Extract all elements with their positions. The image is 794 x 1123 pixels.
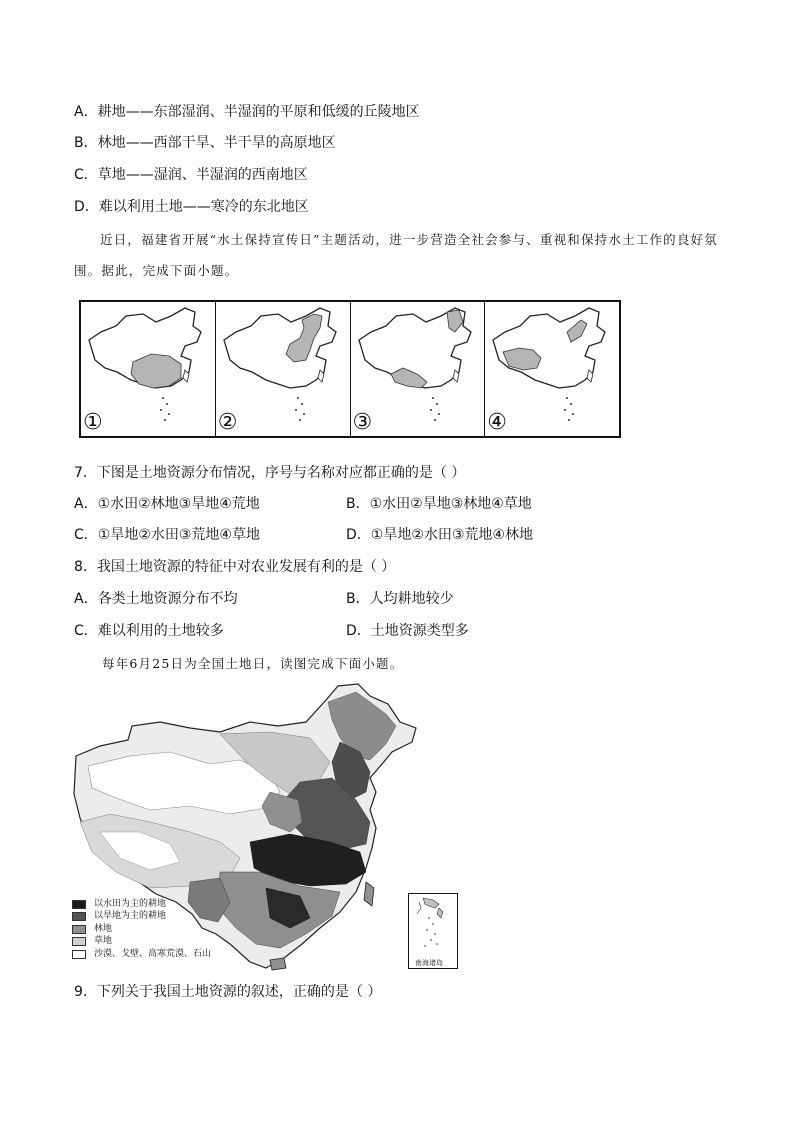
legend-item-paddy (72, 898, 211, 911)
legend-swatch-grassland (72, 937, 86, 946)
q8-option-c: C．难以利用的土地较多 (74, 623, 224, 639)
q8-stem: 8．我国土地资源的特征中对农业发展有利的是（ ） (74, 559, 396, 575)
legend-item-grassland (72, 936, 211, 949)
legend-swatch-paddy (72, 900, 86, 909)
q6-option-d: D．难以利用土地——寒冷的东北地区 (74, 199, 309, 215)
inset-label: 南海诸岛 (415, 959, 443, 967)
legend-label-grassland: 草地 (94, 936, 113, 947)
intro-paragraph-line-2: 围。据此，完成下面小题。 (74, 263, 239, 278)
map-panel-2 (216, 302, 351, 436)
q7-option-c: C．①旱地②水田③荒地④草地 (74, 527, 260, 543)
map-panel-3 (351, 302, 486, 436)
q7-option-a: A．①水田②林地③旱地④荒地 (74, 496, 260, 512)
map-panel-1 (81, 302, 216, 436)
intro-paragraph-line-1: 近日，福建省开展“水土保持宣传日”主题活动，进一步营造全社会参与、重视和保持水土工作的良好氛 (100, 232, 718, 247)
legend-label-dryland: 以旱地为主的耕地 (94, 911, 167, 922)
legend-swatch-forest (72, 925, 86, 934)
q7-stem: 7．下图是土地资源分布情况，序号与名称对应都正确的是（ ） (74, 465, 466, 481)
map-number-1: ① (83, 410, 103, 435)
legend-swatch-desert (72, 950, 86, 959)
legend-item-dryland (72, 911, 211, 924)
q6-option-a: A．耕地——东部湿润、半湿润的平原和低缓的丘陵地区 (74, 104, 420, 120)
q7-option-b: B．①水田②旱地③林地④草地 (346, 496, 532, 512)
intro-paragraph-2: 每年6月25日为全国土地日，读图完成下面小题。 (102, 656, 404, 671)
map-number-4: ④ (487, 410, 507, 435)
q8-option-b: B．人均耕地较少 (346, 591, 454, 607)
legend-label-paddy: 以水田为主的耕地 (94, 898, 167, 909)
q8-option-d: D．土地资源类型多 (346, 623, 469, 639)
q9-stem: 9．下列关于我国土地资源的叙述，正确的是（ ） (74, 984, 382, 1000)
map-number-3: ③ (352, 410, 373, 435)
map-number-2: ② (217, 410, 238, 435)
legend-label-desert: 沙漠、戈壁、高寒荒漠、石山 (94, 948, 212, 959)
land-distribution-maps (79, 300, 621, 438)
q6-option-b: B．林地——西部干旱、半干旱的高原地区 (74, 135, 336, 151)
q7-option-d: D．①旱地②水田③荒地④林地 (346, 527, 533, 543)
legend-item-desert (72, 948, 211, 961)
map-legend (72, 898, 211, 961)
legend-label-forest: 林地 (94, 923, 113, 934)
south-sea-islands-inset (408, 893, 458, 969)
q6-option-c: C．草地——湿润、半湿润的西南地区 (74, 167, 308, 183)
map-panel-4 (485, 302, 619, 436)
legend-swatch-dryland (72, 912, 86, 921)
q8-option-a: A．各类土地资源分布不均 (74, 591, 238, 607)
legend-item-forest (72, 923, 211, 936)
